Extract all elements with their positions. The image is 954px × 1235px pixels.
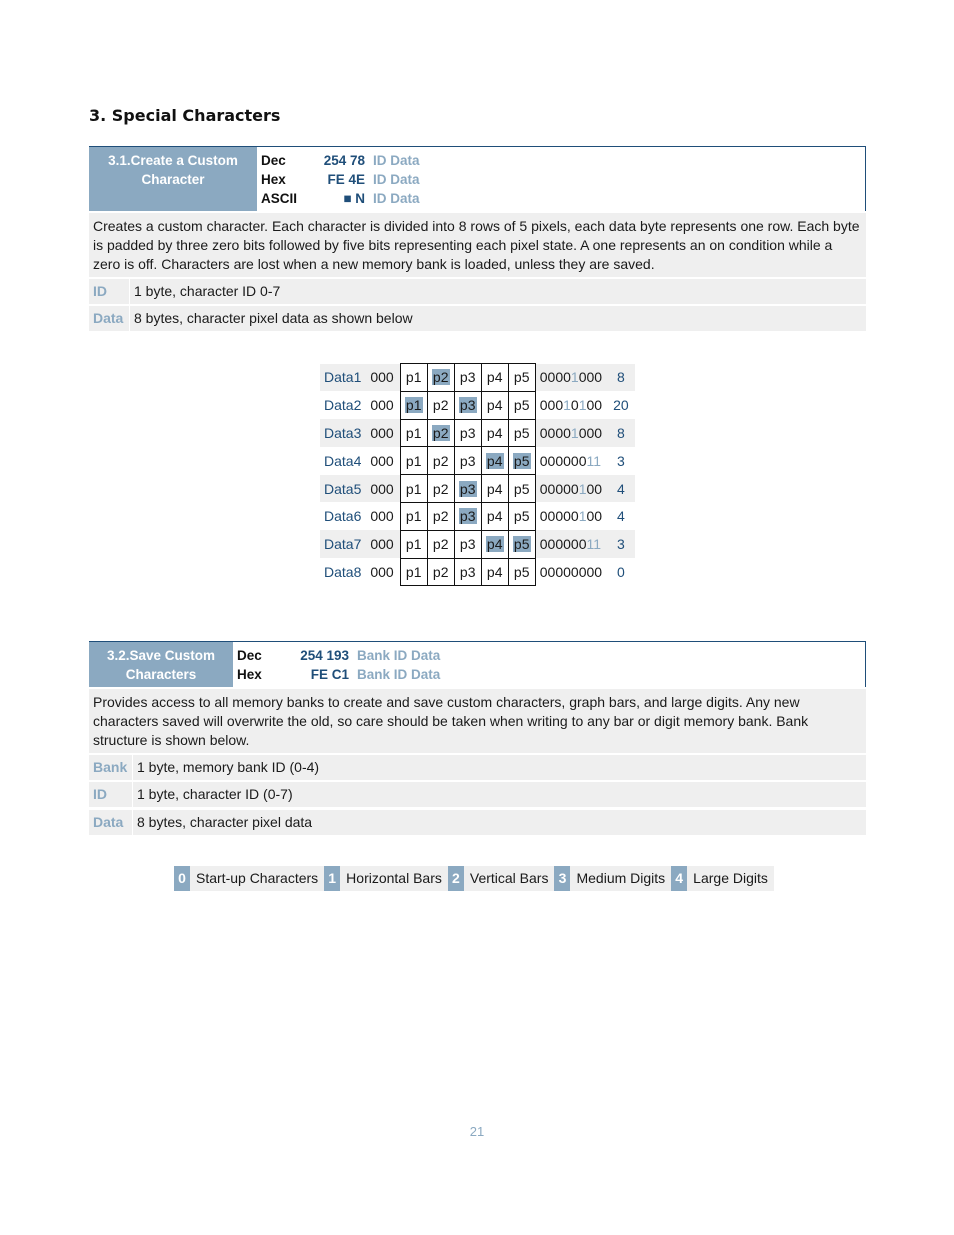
command-title (89, 642, 233, 687)
pixel-cell (427, 502, 454, 530)
decimal-value: 8 (605, 364, 635, 392)
param-name: Bank (89, 755, 133, 780)
pixel-off: p1 (405, 480, 422, 497)
pixel-off: p5 (513, 424, 530, 441)
pixel-cell (427, 447, 454, 475)
pixel-off: p4 (486, 563, 503, 580)
pixel-cell (454, 475, 481, 503)
row-label: Data8 (324, 563, 362, 580)
binary-value: 00000100 (535, 475, 605, 503)
decimal-value: 8 (605, 419, 635, 447)
decimal-value: 0 (616, 563, 625, 580)
code-label: Dec (237, 648, 262, 663)
row-label: Data5 (320, 475, 367, 503)
param-desc: 1 byte, character ID 0-7 (134, 283, 281, 299)
pixel-off: p5 (513, 563, 530, 580)
pixel-on: p2 (432, 369, 449, 386)
pixel-cell (400, 475, 427, 503)
pixel-off: p3 (459, 424, 476, 441)
pixel-on: p3 (459, 508, 476, 525)
pixel-off: p1 (405, 452, 422, 469)
pixel-on: p3 (459, 397, 476, 414)
pixel-data-table-body (320, 364, 635, 586)
binary-value: 00010100 (539, 397, 603, 414)
pixel-cell (508, 558, 535, 586)
pixel-off: p5 (513, 369, 530, 386)
row-label: Data2 (324, 397, 362, 414)
param-row-id (89, 782, 866, 807)
pixel-cell (454, 364, 481, 392)
code-row-hex (261, 170, 420, 189)
pixel-data-row (320, 530, 635, 558)
pixel-cell (481, 419, 508, 447)
binary-value: 00000000 (539, 563, 603, 580)
pixel-data-row (320, 364, 635, 392)
row-label: Data6 (324, 508, 362, 525)
pixel-cell (481, 364, 508, 392)
pixel-cell (508, 419, 535, 447)
pixel-cell (400, 391, 427, 419)
binary-value: 00000011 (539, 452, 602, 469)
row-label: Data7 (320, 530, 367, 558)
pixel-off: p3 (459, 536, 476, 553)
pixel-cell (454, 447, 481, 475)
code-label: Hex (261, 172, 286, 187)
binary-value: 00000011 (535, 530, 605, 558)
pixel-cell (508, 502, 535, 530)
bank-number: 1 (324, 866, 340, 891)
pixel-off: p4 (486, 480, 503, 497)
decimal-value: 3 (605, 530, 635, 558)
pixel-on: p4 (486, 452, 503, 469)
command-description: Creates a custom character. Each character is divided into 8 rows of 5 pixels, each data byte represents one row. Each byte is padded by three zero bits followed by five bits representing each pixel state. A one represents an on condition while a zero is off. Characters are lost when a new memory bank is loaded, unless they are saved. (89, 213, 866, 277)
command-title-line1: 3.2.Save Custom (106, 648, 216, 663)
param-row-data (89, 810, 866, 835)
pixel-data-table (320, 363, 635, 586)
pixel-off: p1 (405, 508, 422, 525)
command-title-line1: 3.1.Create a Custom (108, 153, 238, 168)
bank-number: 4 (671, 866, 687, 891)
pixel-off: p5 (513, 397, 530, 414)
pixel-off: p3 (459, 563, 476, 580)
pixel-cell (427, 475, 454, 503)
bank-name: Start-up Characters (190, 866, 324, 891)
pixel-cell (427, 364, 454, 392)
code-label: ASCII (261, 191, 298, 206)
pixel-cell (508, 447, 535, 475)
pixel-cell (508, 364, 535, 392)
pixel-off: p1 (405, 563, 422, 580)
pixel-cell (508, 530, 535, 558)
padding-bits: 000 (367, 530, 400, 558)
pixel-data-row (320, 502, 635, 530)
pixel-on: p3 (459, 480, 476, 497)
param-row-bank (89, 755, 866, 780)
pixel-cell (481, 530, 508, 558)
code-value: ■ N (343, 191, 365, 206)
bank-name: Medium Digits (570, 866, 671, 891)
pixel-cell (427, 391, 454, 419)
pixel-on: p5 (513, 452, 530, 469)
padding-bits: 000 (367, 475, 400, 503)
param-row-id (89, 279, 866, 304)
pixel-off: p2 (432, 536, 449, 553)
param-desc: 8 bytes, character pixel data as shown below (134, 310, 413, 326)
code-value: 254 78 (323, 153, 365, 168)
pixel-off: p3 (459, 452, 476, 469)
pixel-off: p2 (432, 397, 449, 414)
command-description: Provides access to all memory banks to create and save custom characters, graph bars, and large digits. Any new characters saved will overwrite the old, so care should be taken when writing to any bar or digit memory bank. Bank structure is shown below. (89, 689, 866, 753)
pixel-cell (400, 419, 427, 447)
row-label: Data3 (320, 419, 367, 447)
param-name: ID (89, 782, 133, 807)
code-label: Hex (237, 667, 262, 682)
bank-legend (174, 866, 774, 891)
param-row-data (89, 306, 866, 331)
binary-value: 00001000 (535, 419, 605, 447)
pixel-data-row (320, 419, 635, 447)
bank-name: Large Digits (687, 866, 774, 891)
param-desc: 8 bytes, character pixel data (137, 814, 313, 830)
pixel-cell (481, 447, 508, 475)
pixel-off: p2 (432, 480, 449, 497)
pixel-off: p5 (513, 480, 530, 497)
command-title-line2: Character (141, 172, 205, 187)
code-row-dec (261, 151, 420, 170)
pixel-off: p4 (486, 424, 503, 441)
pixel-on: p5 (513, 536, 530, 553)
decimal-value: 4 (616, 508, 625, 525)
binary-value: 00000100 (539, 508, 603, 525)
pixel-data-row (320, 475, 635, 503)
padding-bits: 000 (370, 563, 394, 580)
pixel-off: p4 (486, 369, 503, 386)
pixel-off: p3 (459, 369, 476, 386)
param-name: ID (89, 279, 130, 304)
section-title: 3. Special Characters (89, 106, 281, 125)
param-desc: 1 byte, character ID (0-7) (137, 786, 293, 802)
pixel-cell (427, 419, 454, 447)
pixel-on: p1 (405, 397, 422, 414)
code-params: ID Data (373, 172, 420, 187)
code-row-hex (237, 665, 440, 684)
page-number: 21 (469, 1124, 485, 1139)
bank-name: Vertical Bars (464, 866, 555, 891)
bank-number: 0 (174, 866, 190, 891)
code-row-dec (237, 646, 440, 665)
pixel-off: p2 (432, 508, 449, 525)
bank-number: 2 (448, 866, 464, 891)
code-value: FE C1 (310, 667, 349, 682)
pixel-cell (508, 475, 535, 503)
pixel-cell (454, 558, 481, 586)
command-header-save-custom-characters (89, 641, 866, 687)
pixel-cell (454, 530, 481, 558)
pixel-on: p2 (432, 424, 449, 441)
pixel-data-row (320, 391, 635, 419)
pixel-cell (481, 558, 508, 586)
command-codes (257, 147, 420, 211)
row-label: Data4 (324, 452, 362, 469)
command-header-create-custom-character (89, 146, 866, 211)
pixel-cell (400, 558, 427, 586)
pixel-cell (454, 502, 481, 530)
pixel-off: p5 (513, 508, 530, 525)
pixel-off: p1 (405, 536, 422, 553)
pixel-cell (400, 502, 427, 530)
pixel-cell (427, 530, 454, 558)
pixel-off: p1 (405, 369, 422, 386)
padding-bits: 000 (367, 364, 400, 392)
code-params: ID Data (373, 153, 420, 168)
decimal-value: 20 (613, 397, 629, 414)
pixel-cell (400, 364, 427, 392)
command-title-line2: Characters (125, 667, 197, 682)
pixel-cell (454, 391, 481, 419)
param-name: Data (89, 306, 130, 331)
code-params: Bank ID Data (357, 667, 441, 682)
binary-value: 00001000 (535, 364, 605, 392)
code-value: FE 4E (327, 172, 365, 187)
padding-bits: 000 (370, 508, 394, 525)
row-label: Data1 (320, 364, 367, 392)
pixel-cell (454, 419, 481, 447)
pixel-cell (508, 391, 535, 419)
padding-bits: 000 (370, 452, 394, 469)
code-params: ID Data (373, 191, 420, 206)
pixel-data-row (320, 447, 635, 475)
pixel-cell (481, 475, 508, 503)
code-value: 254 193 (300, 648, 349, 663)
padding-bits: 000 (367, 419, 400, 447)
param-name: Data (89, 810, 133, 835)
command-title (89, 147, 257, 211)
pixel-cell (427, 558, 454, 586)
bank-number: 3 (554, 866, 570, 891)
command-codes (233, 642, 440, 687)
code-row-ascii (261, 189, 420, 208)
code-params: Bank ID Data (357, 648, 441, 663)
param-desc: 1 byte, memory bank ID (0-4) (137, 759, 320, 775)
pixel-on: p4 (486, 536, 503, 553)
pixel-cell (481, 391, 508, 419)
pixel-off: p1 (405, 424, 422, 441)
padding-bits: 000 (370, 397, 394, 414)
decimal-value: 3 (616, 452, 625, 469)
pixel-off: p2 (432, 452, 449, 469)
pixel-off: p4 (486, 508, 503, 525)
pixel-cell (400, 530, 427, 558)
code-label: Dec (261, 153, 286, 168)
pixel-cell (400, 447, 427, 475)
pixel-off: p2 (432, 563, 449, 580)
decimal-value: 4 (605, 475, 635, 503)
bank-name: Horizontal Bars (340, 866, 448, 891)
pixel-cell (481, 502, 508, 530)
pixel-data-row (320, 558, 635, 586)
pixel-off: p4 (486, 397, 503, 414)
